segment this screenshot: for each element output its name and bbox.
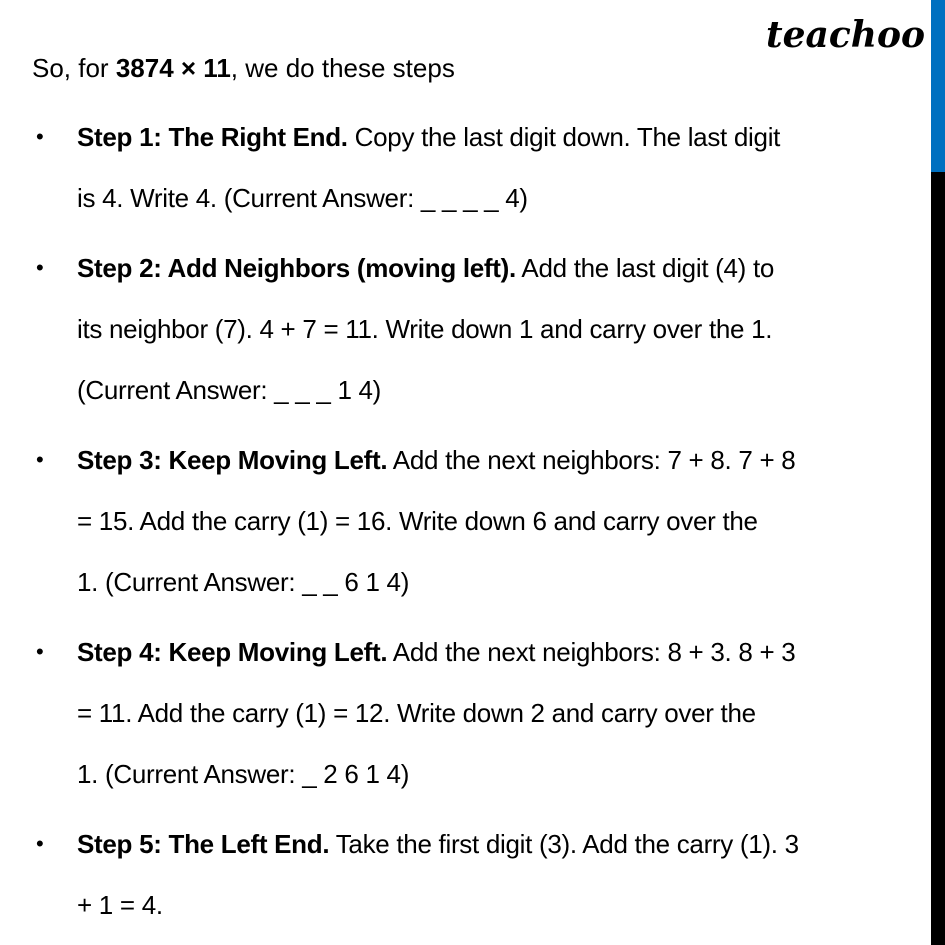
- step-1-line: Step 1: The Right End. Copy the last digit down. The last digit: [77, 122, 781, 152]
- step-2-line: (Current Answer: _ _ _ 1 4): [77, 375, 382, 405]
- teachoo-logo: teachoo: [766, 14, 925, 56]
- step-title: Step 4: Keep Moving Left.: [77, 637, 388, 667]
- accent-bar-black: [931, 172, 945, 945]
- bullet-icon: •: [36, 639, 44, 664]
- step-title: Step 5: The Left End.: [77, 829, 330, 859]
- step-title: Step 2: Add Neighbors (moving left).: [77, 253, 516, 283]
- bullet-icon: •: [36, 831, 44, 856]
- expression: 3874 × 11: [115, 53, 231, 83]
- bullet-icon: •: [36, 447, 44, 472]
- step-4-line: 1. (Current Answer: _ 2 6 1 4): [77, 759, 410, 789]
- step-3-line: Step 3: Keep Moving Left. Add the next neighbors: 7 + 8. 7 + 8: [77, 445, 796, 475]
- step-title: Step 3: Keep Moving Left.: [77, 445, 388, 475]
- step-2-line: Step 2: Add Neighbors (moving left). Add the last digit (4) to: [77, 253, 775, 283]
- step-4-line: = 11. Add the carry (1) = 12. Write down 2 and carry over the: [77, 698, 756, 728]
- step-1-line: is 4. Write 4. (Current Answer: _ _ _ _ 4): [77, 183, 528, 213]
- step-5-line: + 1 = 4.: [77, 890, 163, 920]
- bullet-icon: •: [36, 124, 44, 149]
- intro-text: So, for 3874 × 11, we do these steps: [32, 53, 455, 83]
- step-3-line: = 15. Add the carry (1) = 16. Write down 6 and carry over the: [77, 506, 758, 536]
- step-5-line: Step 5: The Left End. Take the first digit (3). Add the carry (1). 3: [77, 829, 799, 859]
- accent-bar-blue: [931, 0, 945, 172]
- step-2-line: its neighbor (7). 4 + 7 = 11. Write down 1 and carry over the 1.: [77, 314, 773, 344]
- step-3-line: 1. (Current Answer: _ _ 6 1 4): [77, 567, 410, 597]
- step-4-line: Step 4: Keep Moving Left. Add the next neighbors: 8 + 3. 8 + 3: [77, 637, 796, 667]
- bullet-icon: •: [36, 255, 44, 280]
- step-title: Step 1: The Right End.: [77, 122, 348, 152]
